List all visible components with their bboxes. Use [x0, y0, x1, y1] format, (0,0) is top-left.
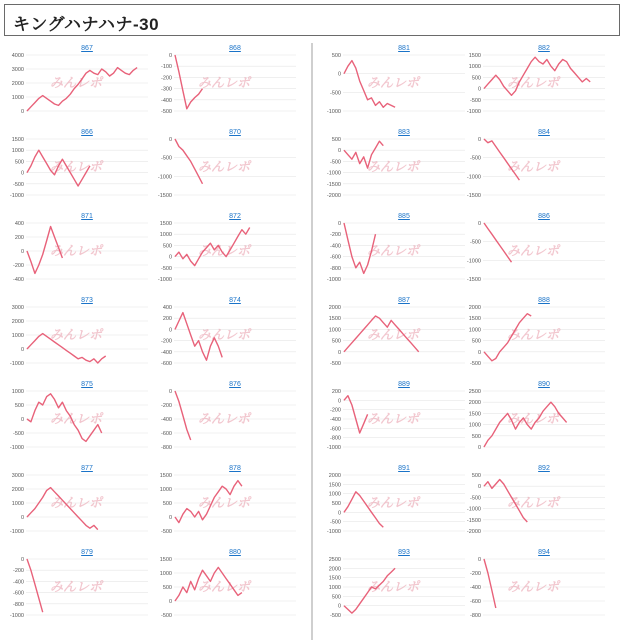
y-tick-label: 0 — [337, 603, 341, 610]
y-tick-label: 2000 — [11, 487, 24, 493]
watermark-logo: みんレポ — [198, 76, 251, 91]
chart-884 — [465, 129, 615, 209]
watermark-logo: みんレポ — [50, 580, 103, 595]
y-tick-label: -500 — [469, 155, 481, 162]
chart-888 — [465, 297, 615, 377]
chart-885 — [325, 213, 475, 293]
chart-plot — [325, 129, 465, 199]
chart-plot — [325, 213, 465, 283]
chart-title-link[interactable]: 879 — [81, 549, 93, 556]
chart-plot — [465, 45, 605, 115]
chart-plot — [8, 297, 148, 367]
y-tick-label: 0 — [477, 221, 481, 227]
y-tick-label: 0 — [168, 389, 172, 395]
y-tick-label: -1000 — [9, 193, 24, 199]
chart-plot — [8, 381, 148, 451]
watermark-logo: みんレポ — [198, 580, 251, 595]
series-line — [484, 559, 496, 608]
y-tick-label: -800 — [12, 601, 24, 608]
watermark-logo: みんレポ — [507, 244, 560, 259]
chart-plot — [156, 45, 296, 115]
y-tick-label: 4000 — [11, 53, 24, 59]
chart-title-link[interactable]: 878 — [229, 465, 241, 472]
chart-plot — [8, 129, 148, 199]
chart-plot — [8, 549, 148, 619]
y-tick-label: 400 — [14, 221, 24, 227]
y-tick-label: -500 — [160, 613, 172, 619]
chart-title-link[interactable]: 877 — [81, 465, 93, 472]
chart-title-link[interactable]: 884 — [538, 129, 550, 136]
y-tick-label: -500 — [160, 109, 172, 115]
y-tick-label: -400 — [12, 277, 24, 283]
chart-plot — [325, 465, 465, 535]
chart-plot — [8, 465, 148, 535]
y-tick-label: -500 — [469, 361, 481, 367]
y-tick-label: -200 — [160, 403, 172, 409]
watermark-logo: みんレポ — [50, 244, 103, 259]
chart-title-link[interactable]: 875 — [81, 381, 93, 388]
y-tick-label: -1000 — [466, 506, 481, 513]
watermark-logo: みんレポ — [50, 412, 103, 427]
y-tick-label: 0 — [20, 109, 24, 115]
y-tick-label: -200 — [329, 407, 341, 414]
y-tick-label: 500 — [471, 473, 481, 479]
y-tick-label: 1000 — [11, 95, 24, 101]
y-tick-label: -600 — [12, 590, 24, 597]
y-tick-label: -200 — [12, 568, 24, 575]
chart-plot — [156, 465, 296, 535]
y-tick-label: -1500 — [466, 193, 481, 199]
y-tick-label: 500 — [331, 594, 341, 601]
chart-892 — [465, 465, 615, 545]
y-tick-label: -500 — [469, 495, 481, 502]
chart-title-link[interactable]: 881 — [398, 45, 410, 52]
column-divider — [311, 43, 313, 640]
chart-title-link[interactable]: 876 — [229, 381, 241, 388]
chart-plot — [8, 45, 148, 115]
y-tick-label: 1500 — [11, 137, 24, 143]
y-tick-label: -1000 — [157, 277, 172, 283]
chart-881 — [325, 45, 475, 125]
y-tick-label: -1000 — [466, 174, 481, 181]
y-tick-label: 1000 — [328, 327, 341, 334]
chart-867 — [8, 45, 158, 125]
y-tick-label: -1000 — [9, 529, 24, 535]
y-tick-label: -500 — [329, 159, 341, 166]
y-tick-label: 1500 — [468, 316, 481, 323]
y-tick-label: 500 — [162, 585, 172, 591]
page-title: キングハナハナ-30 — [13, 15, 160, 34]
chart-plot — [156, 129, 296, 199]
y-tick-label: 1000 — [11, 501, 24, 507]
y-tick-label: 500 — [14, 159, 24, 166]
y-tick-label: 0 — [20, 417, 24, 423]
y-tick-label: -400 — [160, 417, 172, 423]
y-tick-label: 500 — [331, 137, 341, 143]
chart-title-link[interactable]: 892 — [538, 465, 550, 472]
y-tick-label: 1500 — [159, 221, 172, 227]
page-title-box — [4, 4, 620, 36]
chart-title-link[interactable]: 888 — [538, 297, 550, 304]
y-tick-label: -1000 — [326, 109, 341, 115]
y-tick-label: 0 — [477, 349, 481, 356]
y-tick-label: 1500 — [159, 557, 172, 563]
watermark-logo: みんレポ — [198, 244, 251, 259]
chart-plot — [325, 549, 465, 619]
y-tick-label: 0 — [20, 557, 24, 563]
y-tick-label: 2000 — [328, 473, 341, 479]
chart-871 — [8, 213, 158, 293]
watermark-logo: みんレポ — [367, 244, 420, 259]
y-tick-label: 0 — [168, 599, 172, 605]
y-tick-label: 3000 — [11, 473, 24, 479]
chart-886 — [465, 213, 615, 293]
y-tick-label: -1500 — [326, 181, 341, 188]
y-tick-label: -600 — [160, 431, 172, 437]
chart-893 — [325, 549, 475, 629]
y-tick-label: -500 — [12, 431, 24, 437]
y-tick-label: 0 — [20, 170, 24, 177]
y-tick-label: 2500 — [468, 389, 481, 395]
y-tick-label: 0 — [477, 86, 481, 93]
chart-887 — [325, 297, 475, 377]
watermark-logo: みんレポ — [507, 496, 560, 511]
y-tick-label: 1000 — [328, 491, 341, 498]
watermark-logo: みんレポ — [198, 328, 251, 343]
y-tick-label: -1000 — [326, 445, 341, 451]
chart-890 — [465, 381, 615, 461]
y-tick-label: 1500 — [328, 482, 341, 489]
y-tick-label: -500 — [469, 239, 481, 246]
chart-883 — [325, 129, 475, 209]
chart-plot — [465, 129, 605, 199]
chart-plot — [325, 297, 465, 367]
watermark-logo: みんレポ — [367, 496, 420, 511]
y-tick-label: -400 — [469, 585, 481, 591]
y-tick-label: 0 — [477, 557, 481, 563]
watermark-logo: みんレポ — [50, 328, 103, 343]
y-tick-label: 500 — [471, 338, 481, 345]
chart-894 — [465, 549, 615, 629]
y-tick-label: -100 — [160, 64, 172, 71]
chart-title-link[interactable]: 891 — [398, 465, 410, 472]
watermark-logo: みんレポ — [507, 160, 560, 175]
chart-title-link[interactable]: 890 — [538, 381, 550, 388]
y-tick-label: -200 — [329, 232, 341, 239]
chart-plot — [465, 465, 605, 535]
chart-title-link[interactable]: 894 — [538, 549, 550, 556]
chart-plot — [156, 381, 296, 451]
y-tick-label: 0 — [337, 398, 341, 405]
y-tick-label: 0 — [337, 349, 341, 356]
y-tick-label: -200 — [469, 571, 481, 577]
y-tick-label: -1000 — [9, 361, 24, 367]
y-tick-label: 500 — [14, 403, 24, 409]
y-tick-label: 500 — [331, 501, 341, 507]
chart-878 — [156, 465, 306, 545]
y-tick-label: -2000 — [466, 529, 481, 535]
y-tick-label: 500 — [331, 53, 341, 59]
y-tick-label: -400 — [12, 579, 24, 586]
y-tick-label: 1000 — [468, 64, 481, 71]
y-tick-label: -500 — [12, 181, 24, 188]
chart-877 — [8, 465, 158, 545]
y-tick-label: -800 — [469, 613, 481, 619]
watermark-logo: みんレポ — [507, 76, 560, 91]
y-tick-label: 200 — [162, 316, 172, 323]
y-tick-label: 0 — [168, 254, 172, 261]
y-tick-label: -200 — [12, 263, 24, 269]
y-tick-label: 500 — [471, 433, 481, 440]
chart-889 — [325, 381, 475, 461]
y-tick-label: -1000 — [9, 613, 24, 619]
y-tick-label: 0 — [337, 510, 341, 517]
chart-plot — [465, 549, 605, 619]
chart-title-link[interactable]: 867 — [81, 45, 93, 52]
y-tick-label: 1000 — [11, 389, 24, 395]
y-tick-label: -500 — [329, 90, 341, 97]
chart-title-link[interactable]: 880 — [229, 549, 241, 556]
y-tick-label: -200 — [160, 75, 172, 82]
watermark-logo: みんレポ — [198, 412, 251, 427]
y-tick-label: 0 — [477, 445, 481, 451]
chart-title-link[interactable]: 873 — [81, 297, 93, 304]
watermark-logo: みんレポ — [367, 76, 420, 91]
y-tick-label: 1000 — [468, 327, 481, 334]
watermark-logo: みんレポ — [198, 160, 251, 175]
chart-882 — [465, 45, 615, 125]
watermark-logo: みんレポ — [507, 580, 560, 595]
y-tick-label: 0 — [168, 137, 172, 143]
y-tick-label: 0 — [477, 484, 481, 491]
watermark-logo: みんレポ — [50, 160, 103, 175]
y-tick-label: 2000 — [328, 566, 341, 573]
y-tick-label: 3000 — [11, 305, 24, 311]
chart-866 — [8, 129, 158, 209]
y-tick-label: 1000 — [328, 585, 341, 591]
y-tick-label: -800 — [329, 265, 341, 272]
y-tick-label: -200 — [160, 338, 172, 345]
watermark-logo: みんレポ — [50, 76, 103, 91]
y-tick-label: -600 — [329, 426, 341, 433]
y-tick-label: 0 — [168, 327, 172, 334]
watermark-logo: みんレポ — [50, 496, 103, 511]
watermark-logo: みんレポ — [507, 412, 560, 427]
y-tick-label: 200 — [331, 389, 341, 395]
y-tick-label: 500 — [162, 243, 172, 250]
chart-title-link[interactable]: 887 — [398, 297, 410, 304]
y-tick-label: -400 — [160, 349, 172, 356]
y-tick-label: 500 — [471, 75, 481, 82]
y-tick-label: -500 — [329, 519, 341, 526]
chart-title-link[interactable]: 874 — [229, 297, 241, 304]
y-tick-label: -600 — [329, 254, 341, 261]
y-tick-label: 1500 — [159, 473, 172, 479]
y-tick-label: 3000 — [11, 67, 24, 73]
series-line — [175, 391, 191, 440]
y-tick-label: -800 — [160, 445, 172, 451]
chart-title-link[interactable]: 866 — [81, 129, 93, 136]
y-tick-label: 1500 — [468, 53, 481, 59]
y-tick-label: 1000 — [159, 232, 172, 239]
y-tick-label: -300 — [160, 86, 172, 93]
chart-title-link[interactable]: 870 — [229, 129, 241, 136]
y-tick-label: 2000 — [468, 400, 481, 407]
y-tick-label: -1500 — [466, 277, 481, 283]
y-tick-label: 1500 — [328, 316, 341, 323]
chart-plot — [465, 213, 605, 283]
chart-870 — [156, 129, 306, 209]
y-tick-label: 1000 — [468, 422, 481, 429]
y-tick-label: 0 — [168, 53, 172, 59]
y-tick-label: -500 — [329, 613, 341, 619]
y-tick-label: 1500 — [328, 575, 341, 582]
chart-plot — [325, 45, 465, 115]
y-tick-label: -1000 — [466, 109, 481, 115]
chart-title-link[interactable]: 885 — [398, 213, 410, 220]
y-tick-label: -1000 — [326, 170, 341, 177]
chart-title-link[interactable]: 893 — [398, 549, 410, 556]
y-tick-label: -500 — [329, 361, 341, 367]
y-tick-label: -1000 — [326, 277, 341, 283]
y-tick-label: 0 — [477, 137, 481, 143]
y-tick-label: 200 — [14, 235, 24, 241]
watermark-logo: みんレポ — [367, 160, 420, 175]
y-tick-label: 2000 — [468, 305, 481, 311]
y-tick-label: -600 — [160, 361, 172, 367]
y-tick-label: -500 — [469, 97, 481, 104]
y-tick-label: -500 — [160, 265, 172, 272]
y-tick-label: 2500 — [328, 557, 341, 563]
chart-875 — [8, 381, 158, 461]
y-tick-label: 0 — [20, 249, 24, 255]
chart-873 — [8, 297, 158, 377]
y-tick-label: -500 — [160, 529, 172, 535]
y-tick-label: 0 — [337, 148, 341, 155]
y-tick-label: -1000 — [9, 445, 24, 451]
chart-title-link[interactable]: 868 — [229, 45, 241, 52]
y-tick-label: -800 — [329, 435, 341, 442]
y-tick-label: -400 — [160, 97, 172, 104]
y-tick-label: 1000 — [159, 487, 172, 493]
y-tick-label: 0 — [20, 515, 24, 521]
y-tick-label: 2000 — [328, 305, 341, 311]
chart-891 — [325, 465, 475, 545]
y-tick-label: 1000 — [11, 333, 24, 339]
y-tick-label: 400 — [162, 305, 172, 311]
y-tick-label: 0 — [337, 71, 341, 78]
y-tick-label: -1500 — [157, 193, 172, 199]
chart-plot — [156, 549, 296, 619]
chart-title-link[interactable]: 883 — [398, 129, 410, 136]
watermark-logo: みんレポ — [507, 328, 560, 343]
chart-plot — [156, 213, 296, 283]
y-tick-label: 2000 — [11, 319, 24, 325]
chart-879 — [8, 549, 158, 629]
chart-title-link[interactable]: 889 — [398, 381, 410, 388]
watermark-logo: みんレポ — [367, 580, 420, 595]
y-tick-label: 500 — [162, 501, 172, 507]
chart-title-link[interactable]: 882 — [538, 45, 550, 52]
chart-title-link[interactable]: 872 — [229, 213, 241, 220]
chart-872 — [156, 213, 306, 293]
series-line — [484, 223, 512, 262]
y-tick-label: 0 — [337, 221, 341, 227]
chart-plot — [465, 381, 605, 451]
watermark-logo: みんレポ — [198, 496, 251, 511]
chart-plot — [465, 297, 605, 367]
chart-title-link[interactable]: 886 — [538, 213, 550, 220]
y-tick-label: -1000 — [326, 529, 341, 535]
watermark-logo: みんレポ — [367, 328, 420, 343]
chart-868 — [156, 45, 306, 125]
chart-plot — [156, 297, 296, 367]
y-tick-label: 0 — [20, 347, 24, 353]
chart-876 — [156, 381, 306, 461]
y-tick-label: -400 — [329, 417, 341, 423]
y-tick-label: 1000 — [11, 148, 24, 155]
chart-880 — [156, 549, 306, 629]
y-tick-label: -2000 — [326, 193, 341, 199]
series-line — [27, 559, 43, 612]
y-tick-label: -1000 — [157, 174, 172, 181]
y-tick-label: 1500 — [468, 411, 481, 418]
chart-874 — [156, 297, 306, 377]
y-tick-label: 2000 — [11, 81, 24, 87]
y-tick-label: -500 — [160, 155, 172, 162]
y-tick-label: -600 — [469, 599, 481, 605]
series-line — [344, 396, 368, 433]
y-tick-label: -1500 — [466, 517, 481, 524]
chart-title-link[interactable]: 871 — [81, 213, 93, 220]
y-tick-label: 500 — [331, 338, 341, 345]
chart-plot — [325, 381, 465, 451]
watermark-logo: みんレポ — [367, 412, 420, 427]
chart-plot — [8, 213, 148, 283]
y-tick-label: 0 — [168, 515, 172, 521]
y-tick-label: -400 — [329, 243, 341, 250]
y-tick-label: 1000 — [159, 571, 172, 577]
y-tick-label: -1000 — [466, 258, 481, 265]
